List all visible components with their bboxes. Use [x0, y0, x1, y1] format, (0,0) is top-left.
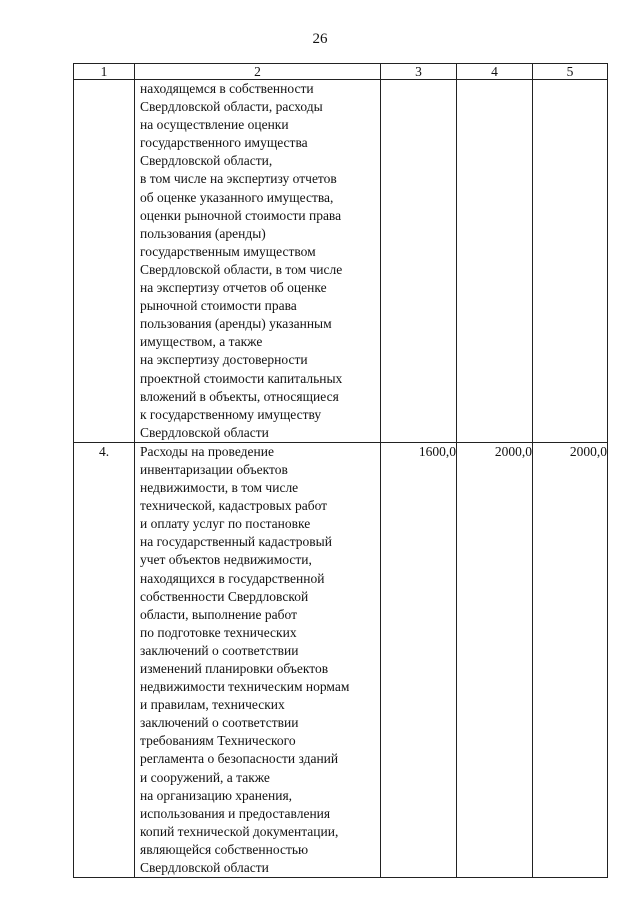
row-value-col4: 2000,0: [457, 442, 533, 877]
budget-table: [73, 63, 608, 878]
row-description-cell: [135, 80, 381, 443]
column-header-2: 2: [135, 64, 381, 80]
row-value-col5: [533, 80, 608, 443]
table-row: [74, 442, 608, 877]
row-value-col4: [457, 80, 533, 443]
row-value-col3: [381, 80, 457, 443]
table-header-row: [74, 64, 608, 80]
column-header-3: 3: [381, 64, 457, 80]
row-value-col5: 2000,0: [533, 442, 608, 877]
column-header-4: 4: [457, 64, 533, 80]
page-number: 26: [312, 31, 328, 47]
row-description-cell: [135, 442, 381, 877]
row-value-col3: 1600,0: [381, 442, 457, 877]
column-header-1: 1: [74, 64, 135, 80]
column-header-5: 5: [533, 64, 608, 80]
row-description: находящемся в собственности Свердловской области, расходы на осуществление оценки государственного имущества Свердловской области, в том числе на экспертизу отчетов об оценке указанного имущества, оценки рыночной стоимости права пользования (аренды) государственным имуществом Свердловской области, в том числе на экспертизу отчетов об оценке рыночной стоимости права пользования (аренды) указанным имуществом, а также на экспертизу достоверности проектной стоимости капитальных вложений в объекты, относящиеся к государственному имуществу Свердловской области: [140, 81, 343, 440]
row-number: [74, 80, 135, 443]
table-row: [74, 80, 608, 443]
row-description: Расходы на проведение инвентаризации объектов недвижимости, в том числе технической, кадастровых работ и оплату услуг по постановке на государственный кадастровый учет объектов недвижимости, находящихся в государственной собственности Свердловской области, выполнение работ по подготовке технических заключений о соответствии изменений планировки объектов недвижимости техническим нормам и правилам, технических заключений о соответствии требованиям Технического регламента о безопасности зданий и сооружений, а также на организацию хранения, использования и предоставления копий технической документации, являющейся собственностью Свердловской области: [140, 443, 350, 876]
row-number: 4.: [74, 442, 135, 877]
